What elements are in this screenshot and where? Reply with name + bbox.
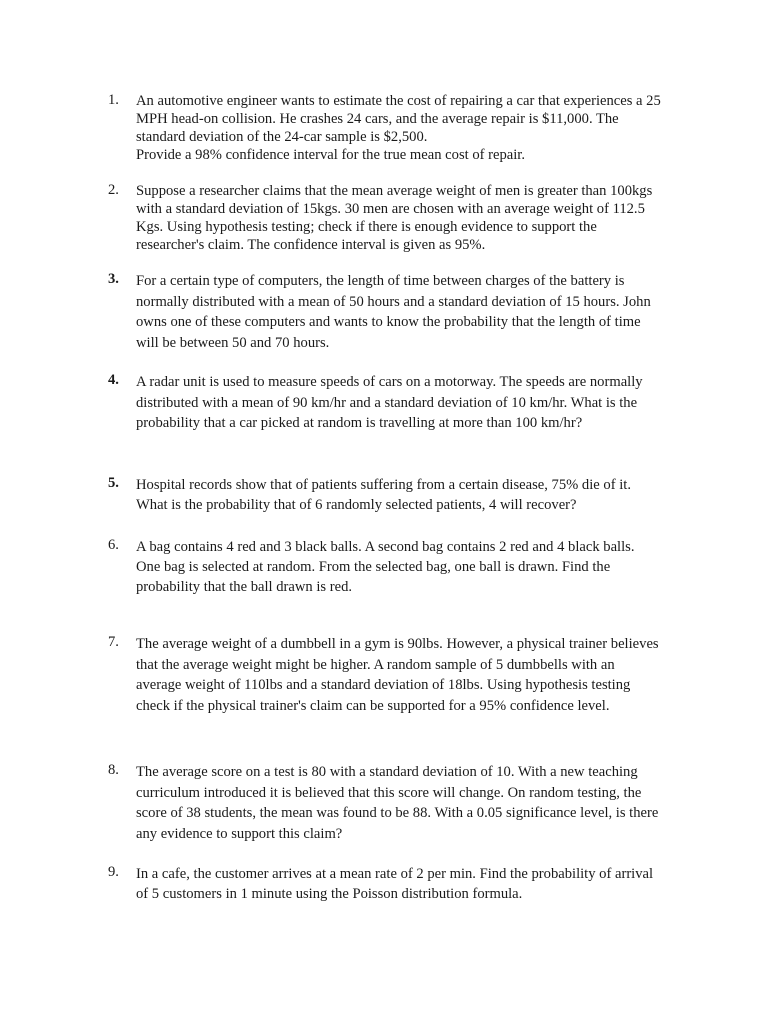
question-3 xyxy=(108,271,668,353)
question-line: MPH head-on collision. He crashes 24 cars, and the average repair is $11,000. The xyxy=(136,111,619,127)
question-text xyxy=(136,762,668,844)
question-line: average weight of 110lbs and a standard deviation of 18lbs. Using hypothesis testing xyxy=(136,677,631,693)
question-text xyxy=(136,372,668,434)
question-line: Suppose a researcher claims that the mean average weight of men is greater than 100kgs xyxy=(136,183,653,199)
question-number: 6. xyxy=(108,537,119,553)
question-line: probability that a car picked at random is travelling at more than 100 km/hr? xyxy=(136,415,583,431)
question-text xyxy=(136,537,668,597)
question-line: that the average weight might be higher. A random sample of 5 dumbbells with an xyxy=(136,656,615,673)
question-text xyxy=(136,864,668,904)
question-line: standard deviation of the 24-car sample is $2,500. xyxy=(136,129,428,145)
question-number: 1. xyxy=(108,92,119,108)
question-line: For a certain type of computers, the length of time between charges of the battery is xyxy=(136,273,625,289)
question-line: A radar unit is used to measure speeds of cars on a motorway. The speeds are normally xyxy=(136,374,643,390)
question-line: normally distributed with a mean of 50 hours and a standard deviation of 15 hours. John xyxy=(136,293,651,310)
question-line: probability that the ball drawn is red. xyxy=(136,579,353,595)
question-line: with a standard deviation of 15kgs. 30 men are chosen with an average weight of 112.5 xyxy=(136,201,645,217)
question-line: In a cafe, the customer arrives at a mean rate of 2 per min. Find the probability of arrival xyxy=(136,866,654,882)
question-line: Kgs. Using hypothesis testing; check if there is enough evidence to support the xyxy=(136,219,597,235)
question-line: will be between 50 and 70 hours. xyxy=(136,334,330,351)
question-number: 9. xyxy=(108,864,119,880)
question-line: researcher's claim. The confidence interval is given as 95%. xyxy=(136,237,486,253)
question-number: 8. xyxy=(108,762,119,778)
question-text xyxy=(136,475,668,515)
question-line: Hospital records show that of patients suffering from a certain disease, 75% die of it. xyxy=(136,477,631,493)
question-text xyxy=(136,271,668,353)
question-line: curriculum introduced it is believed that this score will change. On random testing, the xyxy=(136,784,642,801)
question-line: of 5 customers in 1 minute using the Poisson distribution formula. xyxy=(136,886,523,902)
question-line: An automotive engineer wants to estimate the cost of repairing a car that experiences a 25 xyxy=(136,93,661,109)
question-line: any evidence to support this claim? xyxy=(136,825,343,842)
question-line: What is the probability that of 6 randomly selected patients, 4 will recover? xyxy=(136,497,577,513)
question-2 xyxy=(108,182,668,254)
question-6 xyxy=(108,537,668,597)
question-line: Provide a 98% confidence interval for the true mean cost of repair. xyxy=(136,147,526,163)
question-5 xyxy=(108,475,668,515)
question-number: 5. xyxy=(108,475,119,491)
question-line: owns one of these computers and wants to know the probability that the length of time xyxy=(136,314,641,330)
question-line: The average score on a test is 80 with a standard deviation of 10. With a new teaching xyxy=(136,764,638,780)
question-4 xyxy=(108,372,668,434)
question-text xyxy=(136,92,668,164)
question-line: One bag is selected at random. From the selected bag, one ball is drawn. Find the xyxy=(136,559,611,575)
question-text xyxy=(136,634,668,716)
question-7 xyxy=(108,634,668,716)
question-number: 2. xyxy=(108,182,119,198)
question-line: The average weight of a dumbbell in a gym is 90lbs. However, a physical trainer believes xyxy=(136,636,659,652)
question-line: score of 38 students, the mean was found to be 88. With a 0.05 significance level, is there xyxy=(136,805,659,821)
question-number: 3. xyxy=(108,271,119,287)
question-text xyxy=(136,182,668,254)
question-9 xyxy=(108,864,668,904)
question-line: check if the physical trainer's claim can be supported for a 95% confidence level. xyxy=(136,697,610,714)
question-number: 4. xyxy=(108,372,119,388)
question-number: 7. xyxy=(108,634,119,650)
question-8 xyxy=(108,762,668,844)
question-1 xyxy=(108,92,668,164)
question-line: A bag contains 4 red and 3 black balls. A second bag contains 2 red and 4 black balls. xyxy=(136,539,635,555)
question-line: distributed with a mean of 90 km/hr and a standard deviation of 10 km/hr. What is the xyxy=(136,394,638,411)
